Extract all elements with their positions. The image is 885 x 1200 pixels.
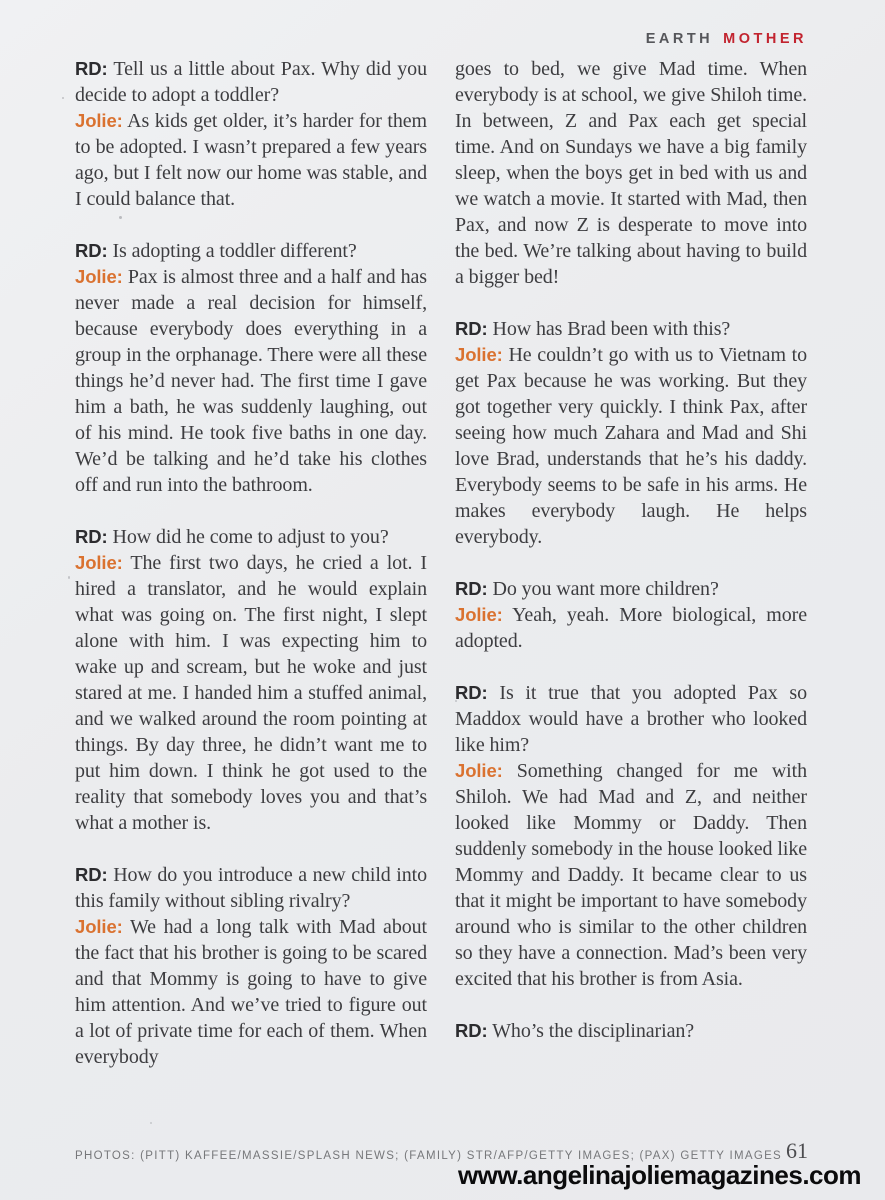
qa-block xyxy=(455,316,807,550)
qa-block xyxy=(75,524,427,836)
speaker-label-rd: RD: xyxy=(75,526,108,547)
qa-segment xyxy=(455,680,807,758)
qa-text: The first two days, he cried a lot. I hired a translator, and he would explain what was going on. The first night, I slept alone with him. I was expecting him to wake up and scream, but he woke and just stared at me. I handed him a stuffed animal, and we walked around the room pointing at things. By day three, he didn’t want me to put him down. I think he got used to the reality that somebody loves you and that’s what a mother is. xyxy=(75,552,427,834)
qa-text: Pax is almost three and a half and has never made a real decision for himself, because everybody does everything in a group in the orphanage. There were all these things he’d never had. The first time I gave him a bath, he was suddenly laughing, out of his mind. He took five baths in one day. We’d be talking and he’d take his clothes off and run into the bathroom. xyxy=(75,266,427,496)
paper-speck xyxy=(119,216,122,219)
qa-continuation xyxy=(455,56,807,290)
qa-segment xyxy=(75,238,427,264)
qa-text: He couldn’t go with us to Vietnam to get Pax because he was working. But they got together very quickly. I think Pax, after seeing how much Zahara and Mad and Shi love Brad, understands that he’s his daddy. Everybody seems to be safe in his arms. He makes everybody laugh. He helps everybody. xyxy=(455,344,807,548)
qa-block xyxy=(455,680,807,992)
paper-speck xyxy=(150,1122,152,1124)
speaker-label-jolie: Jolie: xyxy=(455,604,503,625)
qa-text: Who’s the disciplinarian? xyxy=(492,1020,695,1042)
speaker-label-jolie: Jolie: xyxy=(75,266,123,287)
article-body xyxy=(75,56,807,1096)
speaker-label-jolie: Jolie: xyxy=(75,110,123,131)
watermark-url: www.angelinajoliemagazines.com xyxy=(457,1160,861,1190)
qa-text: We had a long talk with Mad about the fact that his brother is going to be scared and that Mommy is going to have to give him attention. And we’ve tried to figure out a lot of private time for each of them. When everybody xyxy=(75,916,427,1068)
qa-segment xyxy=(455,342,807,550)
section-header-earth: EARTH xyxy=(645,31,714,47)
speaker-label-rd: RD: xyxy=(455,1020,488,1041)
qa-text: How did he come to adjust to you? xyxy=(112,526,389,548)
qa-text: Is adopting a toddler different? xyxy=(112,240,357,262)
qa-text: Is it true that you adopted Pax so Maddox would have a brother who looked like him? xyxy=(455,682,807,756)
paper-speck xyxy=(455,700,457,702)
speaker-label-rd: RD: xyxy=(75,58,108,79)
qa-block xyxy=(75,862,427,1070)
speaker-label-jolie: Jolie: xyxy=(75,916,123,937)
speaker-label-jolie: Jolie: xyxy=(455,760,503,781)
qa-segment xyxy=(455,316,807,342)
section-header-mother: MOTHER xyxy=(723,31,807,47)
qa-segment xyxy=(75,862,427,914)
photo-credits: PHOTOS: (PITT) KAFFEE/MASSIE/SPLASH NEWS; (FAMILY) STR/AFP/GETTY IMAGES; (PAX) GETTY IMAGES xyxy=(75,1150,783,1162)
qa-text: Tell us a little about Pax. Why did you decide to adopt a toddler? xyxy=(75,58,427,106)
qa-text: How do you introduce a new child into this family without sibling rivalry? xyxy=(75,864,428,912)
qa-text: As kids get older, it’s harder for them to be adopted. I wasn’t prepared a few years ago, but I felt now our home was stable, and I could balance that. xyxy=(75,110,427,210)
speaker-label-rd: RD: xyxy=(75,240,108,261)
qa-text: goes to bed, we give Mad time. When everybody is at school, we give Shiloh time. In between, Z and Pax each get special time. And on Sundays we have a big family sleep, when the boys get in bed with us and we watch a movie. It started with Mad, then Pax, and now Z is desperate to move into the bed. We’re talking about having to build a bigger bed! xyxy=(455,58,807,288)
qa-segment xyxy=(75,56,427,108)
section-header xyxy=(0,31,807,47)
paper-speck xyxy=(68,576,70,579)
qa-segment xyxy=(455,758,807,992)
speaker-label-rd: RD: xyxy=(455,682,488,703)
qa-text: How has Brad been with this? xyxy=(492,318,731,340)
speaker-label-jolie: Jolie: xyxy=(455,344,503,365)
qa-segment xyxy=(75,264,427,498)
qa-segment xyxy=(75,108,427,212)
qa-block xyxy=(455,1018,807,1044)
qa-segment xyxy=(75,550,427,836)
qa-block xyxy=(75,238,427,498)
speaker-label-rd: RD: xyxy=(455,318,488,339)
column-right xyxy=(455,56,807,1096)
qa-text: Yeah, yeah. More biological, more adopted. xyxy=(455,604,807,652)
speaker-label-jolie: Jolie: xyxy=(75,552,123,573)
qa-segment xyxy=(75,524,427,550)
speaker-label-rd: RD: xyxy=(455,578,488,599)
qa-block xyxy=(75,56,427,212)
qa-segment xyxy=(455,576,807,602)
qa-text: Something changed for me with Shiloh. We had Mad and Z, and neither looked like Mommy or Daddy. Then suddenly somebody in the house looked like Mommy and Daddy. It became clear to us that it might be important to have somebody around who is similar to the other children so they have a connection. Mad’s been very excited that his brother is from Asia. xyxy=(455,760,807,990)
qa-text: Do you want more children? xyxy=(492,578,719,600)
column-left xyxy=(75,56,427,1096)
qa-segment xyxy=(75,914,427,1070)
qa-block xyxy=(455,576,807,654)
speaker-label-rd: RD: xyxy=(75,864,108,885)
qa-block xyxy=(455,56,807,290)
paper-speck xyxy=(62,97,64,99)
qa-segment xyxy=(455,1018,807,1044)
qa-segment xyxy=(455,602,807,654)
page-number: 61 xyxy=(786,1138,808,1163)
